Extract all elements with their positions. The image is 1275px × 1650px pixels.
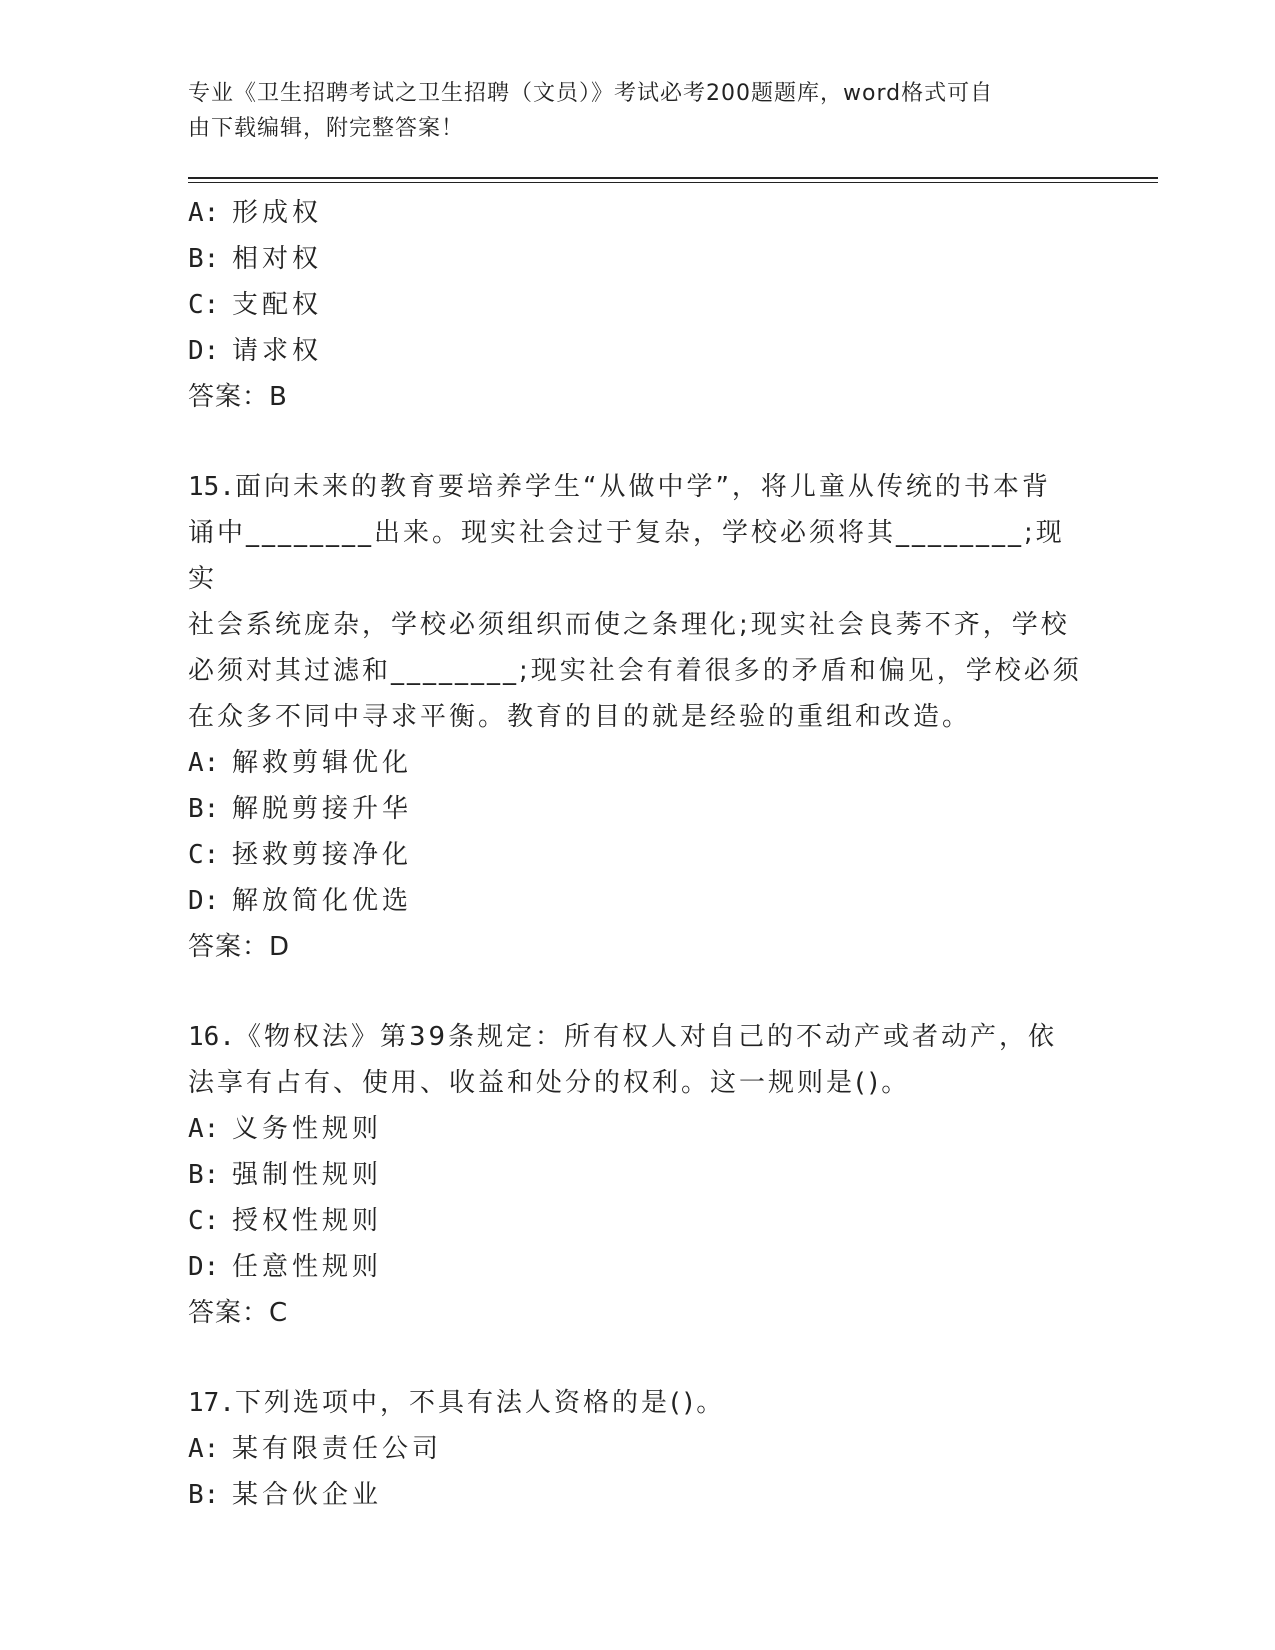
question-line: 诵中________出来。现实社会过于复杂，学校必须将其________;现实 — [188, 518, 1065, 594]
question-16 — [188, 1014, 1088, 1336]
option-c: C: 拯救剪接净化 — [188, 840, 413, 870]
question-line: 15.面向未来的教育要培养学生“从做中学”，将儿童从传统的书本背 — [188, 472, 1051, 502]
spacer — [188, 970, 1088, 1014]
option-d: D: 解放简化优选 — [188, 886, 413, 916]
option-a: A: 义务性规则 — [188, 1114, 383, 1144]
question-17 — [188, 1380, 1088, 1518]
option-a: A: 形成权 — [188, 198, 323, 228]
question-text — [188, 1014, 1088, 1106]
question-number: 16. — [188, 1022, 235, 1052]
header-line-1: 专业《卫生招聘考试之卫生招聘（文员）》考试必考200题题库，word格式可自 — [188, 81, 994, 106]
question-text — [188, 1380, 1088, 1426]
question-number: 15. — [188, 472, 235, 502]
answer: 答案：D — [188, 932, 291, 962]
question-line: 16.《物权法》第39条规定：所有权人对自己的不动产或者动产，依 — [188, 1022, 1058, 1052]
question-line: 必须对其过滤和________;现实社会有着很多的矛盾和偏见，学校必须 — [188, 656, 1082, 686]
question-line: 社会系统庞杂，学校必须组织而使之条理化;现实社会良莠不齐，学校 — [188, 610, 1070, 640]
answer: 答案：C — [188, 1298, 289, 1328]
spacer — [188, 1336, 1088, 1380]
question-15 — [188, 464, 1088, 970]
header-line-2: 由下载编辑，附完整答案！ — [188, 116, 465, 141]
question-list — [188, 190, 1088, 1518]
option-b: B: 解脱剪接升华 — [188, 794, 413, 824]
question-number: 17. — [188, 1388, 235, 1418]
option-c: C: 授权性规则 — [188, 1206, 383, 1236]
option-b: B: 某合伙企业 — [188, 1480, 383, 1510]
option-b: B: 相对权 — [188, 244, 323, 274]
option-b: B: 强制性规则 — [188, 1160, 383, 1190]
document-header — [188, 76, 1078, 146]
question-text — [188, 464, 1088, 740]
header-rule-thin — [188, 182, 1158, 183]
option-d: D: 任意性规则 — [188, 1252, 383, 1282]
option-d: D: 请求权 — [188, 336, 323, 366]
option-a: A: 解救剪辑优化 — [188, 748, 413, 778]
question-14 — [188, 190, 1088, 420]
question-line: 17.下列选项中，不具有法人资格的是()。 — [188, 1388, 726, 1418]
header-rule-thick — [188, 177, 1158, 179]
question-line: 在众多不同中寻求平衡。教育的目的就是经验的重组和改造。 — [188, 702, 972, 732]
question-line: 法享有占有、使用、收益和处分的权利。这一规则是()。 — [188, 1068, 911, 1098]
spacer — [188, 420, 1088, 464]
answer: 答案：B — [188, 382, 288, 412]
option-c: C: 支配权 — [188, 290, 323, 320]
option-a: A: 某有限责任公司 — [188, 1434, 443, 1464]
